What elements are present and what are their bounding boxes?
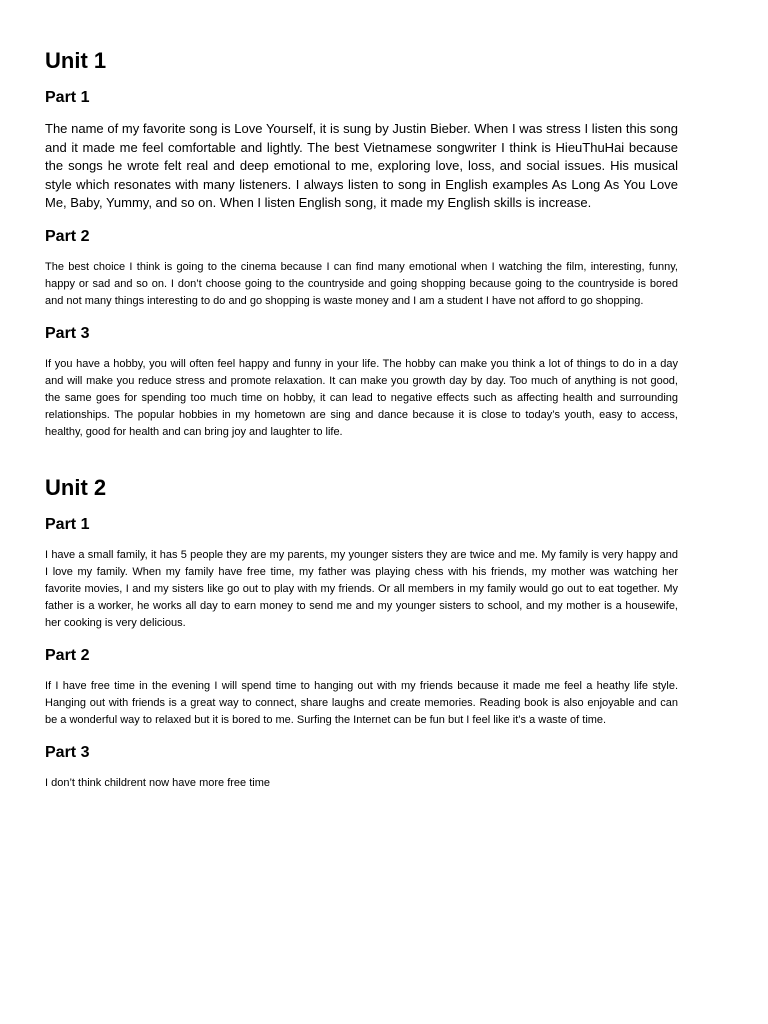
- part-paragraph: If you have a hobby, you will often feel happy and funny in your life. The hobby can make you think a lot of things to do in a day and will make you reduce stress and promote relaxation. It can make you growth day by day. Too much of anything is not good, the same goes for spending too much time on hobby, it can lead to negative effects such as affecting health and surrounding relationships. The popular hobbies in my hometown are sing and dance because it is close to today’s youth, easy to access, healthy, good for health and can bring joy and laughter to life.: [45, 357, 678, 438]
- part-title: Part 2: [45, 227, 90, 245]
- part-title: Part 1: [45, 515, 90, 533]
- part-paragraph: The name of my favorite song is Love Yourself, it is sung by Justin Bieber. When I was stress I listen this song and it made me feel comfortable and lightly. The best Vietnamese songwriter I think is HieuThuHai because the songs he wrote felt real and deep emotional to me, exploring love, loss, and social issues. His musical style which resonates with many listeners. I always listen to song in English examples As Long As You Love Me, Baby, Yummy, and so on. When I listen English song, it made my English skills is increase.: [45, 121, 678, 210]
- part-paragraph: I don’t think childrent now have more free time: [45, 776, 271, 789]
- part-paragraph: If I have free time in the evening I will spend time to hanging out with my friends because it made me feel a heathy life style. Hanging out with friends is a great way to connect, share laughs and create memories. Reading book is also enjoyable and can be a wonderful way to relaxed but it is bored to me. Surfing the Internet can be fun but I feel like it’s a waste of time.: [45, 679, 678, 726]
- part-paragraph: The best choice I think is going to the cinema because I can find many emotional when I watching the film, interesting, funny, happy or sad and so on. I don’t choose going to the countryside and going shopping because going to the countryside is bored and not many things interesting to do and go shopping is waste money and I am a student I have not afford to go shopping.: [45, 260, 678, 307]
- part-title: Part 3: [45, 324, 90, 342]
- unit-title: Unit 1: [45, 48, 107, 73]
- unit-title: Unit 2: [45, 474, 107, 500]
- unit-2: [45, 475, 678, 792]
- part-paragraph: I have a small family, it has 5 people they are my parents, my younger sisters they are twice and me. My family is very happy and I love my family. When my family have free time, my father was playing chess with his friends, my mother was watching her favorite movies, I and my sisters like go out to play with my friends. Or all members in my family would go out to eat together. My father is a worker, he works all day to earn money to send me and my younger sisters to school, and my mother is a housewife, her cooking is very delicious.: [45, 548, 678, 629]
- unit-1: [45, 48, 678, 441]
- part-title: Part 2: [45, 646, 90, 664]
- part-title: Part 1: [45, 89, 90, 106]
- part-title: Part 3: [45, 743, 90, 761]
